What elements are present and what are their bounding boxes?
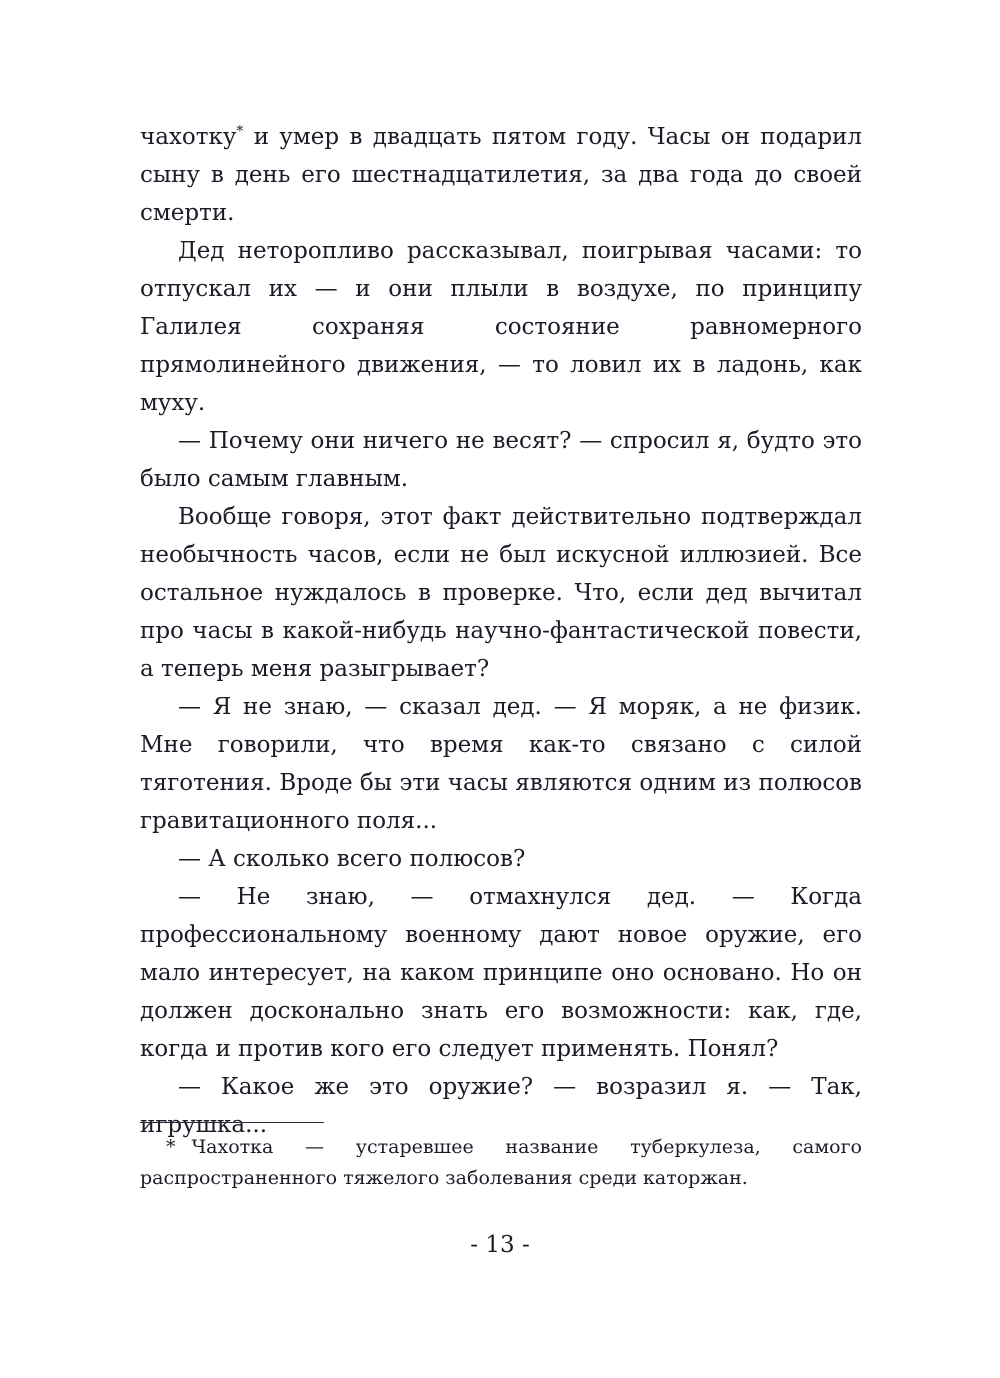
page-number: - 13 - — [470, 1232, 530, 1258]
paragraph: Вообще говоря, этот факт действительно подтверждал необычность часов, если не был искусной иллюзией. Все остальное нуждалось в проверке. Что, если дед вычитал про часы в какой-нибудь научно-фантастической повести, а теперь меня разыгрывает? — [140, 504, 862, 682]
paragraph: — А сколько всего полюсов? — [178, 846, 526, 872]
footnote-divider — [140, 1122, 324, 1123]
paragraph — [140, 118, 862, 232]
paragraph: — Какое же это оружие? — возразил я. — Так, игрушка... — [140, 1074, 862, 1138]
paragraph: Дед неторопливо рассказывал, поигрывая часами: то отпускал их — и они плыли в воздухе, по принципу Галилея сохраняя состояние равномерного прямолинейного движения, — то ловил их в ладонь, как муху. — [140, 238, 862, 416]
footnote-text — [140, 1132, 862, 1194]
footnote-body: Чахотка — устаревшее название туберкулеза, самого распространенного тяжелого заболевания среди каторжан. — [140, 1136, 862, 1189]
footnote-marker: * — [166, 1136, 176, 1158]
text-block — [140, 118, 862, 1144]
footnote-reference-marker: * — [236, 123, 244, 140]
footnote-section — [140, 1122, 862, 1194]
paragraph-text: и умер в двадцать пятом году. Часы он подарил сыну в день его шестнадцатилетия, за два года до своей смерти. — [140, 124, 862, 226]
paragraph: — Я не знаю, — сказал дед. — Я моряк, а не физик. Мне говорили, что время как-то связано с силой тяготения. Вроде бы эти часы являются одним из полюсов гравитационного поля... — [140, 694, 862, 834]
paragraph: — Не знаю, — отмахнулся дед. — Когда профессиональному военному дают новое оружие, его мало интересует, на каком принципе оно основано. Но он должен досконально знать его возможности: как, где, когда и против кого его следует применять. Понял? — [140, 884, 862, 1062]
paragraph-text: чахотку — [140, 124, 237, 150]
paragraph: — Почему они ничего не весят? — спросил я, будто это было самым главным. — [140, 428, 862, 492]
